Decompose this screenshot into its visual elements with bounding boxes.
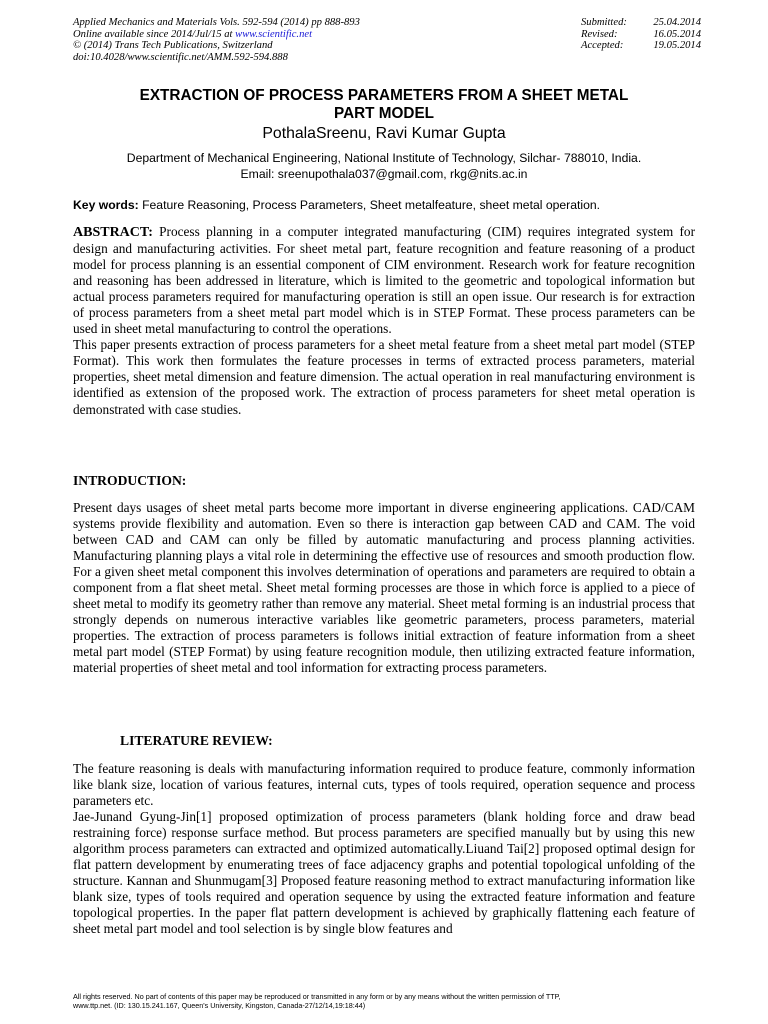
journal-citation: Applied Mechanics and Materials Vols. 592-594 (2014) pp 888-893 xyxy=(73,17,360,28)
journal-header xyxy=(73,17,493,63)
scientific-net-link[interactable]: www.scientific.net xyxy=(235,28,313,40)
affiliation: Department of Mechanical Engineering, National Institute of Technology, Silchar- 788010, India. xyxy=(126,151,642,165)
author-email: Email: sreenupothala037@gmail.com, rkg@nits.ac.in xyxy=(240,167,528,182)
abstract-paragraph-1 xyxy=(73,224,695,337)
paper-title xyxy=(72,87,696,123)
introduction-section xyxy=(73,500,695,677)
literature-paragraph-2: Jae-Junand Gyung-Jin[1] proposed optimization of process parameters (blank holding force and draw bead restraining force) response surface method. But process parameters are specified manually but by using this new algorithm process parameters can extracted and optimized automatically.Liuand Tai[2] proposed optimal design for flat pattern development by enumerating trees of face adjacency graphs and potential topological unfolding of the structure. Kannan and Shunmugam[3] Proposed feature reasoning method to extract manufacturing information like blank size, types of tools required and operation sequence by using the extracted feature information and feature topological properties. In the paper flat pattern development is achieved by graphically flattening each feature of sheet metal part model and tool selection is by single blow features and xyxy=(73,809,695,937)
footer-download-info: www.ttp.net. (ID: 130.15.241.167, Queen's University, Kingston, Canada-27/12/14,19:18:44) xyxy=(73,1000,366,1010)
introduction-heading: INTRODUCTION: xyxy=(73,473,187,488)
affiliation-block xyxy=(60,150,708,183)
online-availability xyxy=(73,29,493,41)
submitted-date: 25.04.2014 xyxy=(653,17,701,28)
online-prefix: Online available since 2014/Jul/15 at xyxy=(73,28,236,40)
abstract-paragraph-2: This paper presents extraction of process parameters for a sheet metal feature from a sheet metal part model (STEP Format). This work then formulates the feature processes in terms of extracted process parameters, material properties, sheet metal dimension and feature dimension. The actual operation in real manufacturing environment is identified as extension of the proposed work. The extraction of process parameters for sheet metal operation is demonstrated with case studies. xyxy=(73,337,695,417)
accepted-date: 19.05.2014 xyxy=(653,40,701,52)
submitted-label: Submitted: xyxy=(581,17,627,28)
title-line-1: EXTRACTION OF PROCESS PARAMETERS FROM A SHEET METAL xyxy=(139,87,629,104)
introduction-paragraph: Present days usages of sheet metal parts become more important in diverse engineering applications. CAD/CAM systems provide flexibility and automation. Even so there is interaction gap between CAD and CAM. The void between CAD and CAM can only be filled by automatic manufacturing and process planning activities. Manufacturing planning plays a vital role in determining the effective use of resources and smooth production flow. For a given sheet metal component this involves determination of operations and parameters are required to obtain a component from a flat sheet metal. Sheet metal forming processes are those in which force is applied to a piece of sheet metal to modify its geometry rather than remove any material. Sheet metal forming is an industrial process that strongly depends on numerous interactive variables like geometric parameters, process parameters, material properties. The extraction of process parameters is follows initial extraction of feature information from a sheet metal part model (STEP Format) by using feature recognition module, then utilizing extracted feature information, material properties of sheet metal and tool information for extracting process parameters. xyxy=(73,500,695,676)
revised-label: Revised: xyxy=(581,28,618,40)
doi-line: doi:10.4028/www.scientific.net/AMM.592-594.888 xyxy=(73,51,288,63)
literature-review-heading: LITERATURE REVIEW: xyxy=(120,733,273,748)
title-line-2: PART MODEL xyxy=(334,104,434,122)
keywords-text: Feature Reasoning, Process Parameters, Sheet metalfeature, sheet metal operation. xyxy=(138,198,601,212)
literature-paragraph-1: The feature reasoning is deals with manufacturing information required to produce feature, commonly information like blank size, location of various features, internal cuts, types of tools required, operation sequence and process parameters etc. xyxy=(73,761,695,809)
keywords-label: Key words: xyxy=(73,198,139,212)
revised-date: 16.05.2014 xyxy=(653,28,701,40)
abstract-section xyxy=(73,224,695,418)
literature-review-section xyxy=(73,761,695,938)
keywords xyxy=(73,197,713,213)
abstract-label: ABSTRACT: xyxy=(73,225,153,240)
accepted-label: Accepted: xyxy=(581,40,624,52)
rights-footer xyxy=(73,993,713,1010)
copyright-line: © (2014) Trans Tech Publications, Switzerland xyxy=(73,40,273,52)
manuscript-dates xyxy=(581,17,701,52)
author-list: PothalaSreenu, Ravi Kumar Gupta xyxy=(262,125,506,142)
abstract-text-1: Process planning in a computer integrated manufacturing (CIM) requires integrated system for design and manufacturing activities. For sheet metal part, feature recognition and feature reasoning of a product model for process planning is an essential component of CIM environment. Research work for feature recognition and reasoning has been addressed in literature, which is limited to the geometric and topological information but actual process parameters required for manufacturing operation is still an open issue. Our research is for extraction of process parameters from a sheet metal part model which is in STEP Format. These process parameters can be used in sheet metal manufacturing to control the operations. xyxy=(73,224,695,337)
footer-rights: All rights reserved. No part of contents of this paper may be reproduced or transmitted in any form or by any means without the written permission of TTP, xyxy=(73,992,561,1001)
